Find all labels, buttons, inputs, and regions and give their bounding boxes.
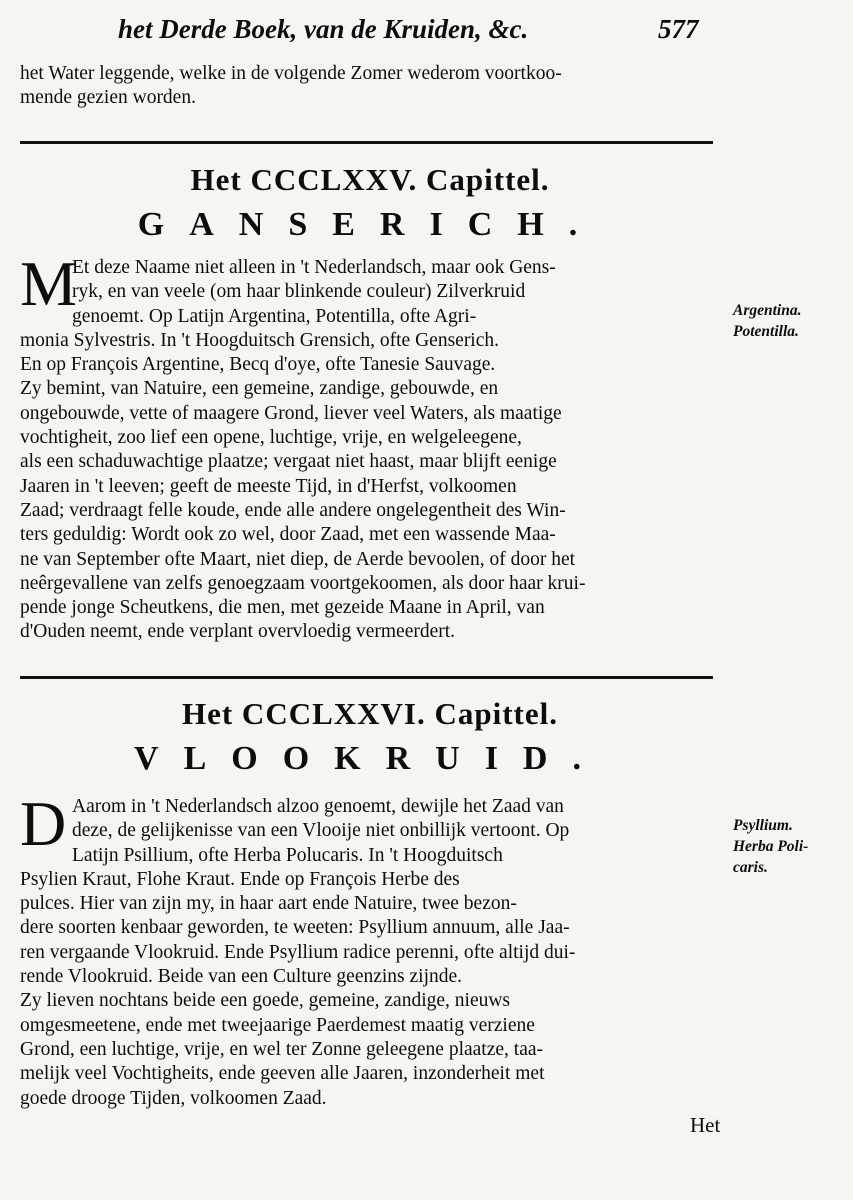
running-title: het Derde Boek, van de Kruiden, &c. [118, 14, 529, 44]
margin-note-line: caris. [733, 859, 768, 876]
text-line: d'Ouden neemt, ende verplant overvloedig vermeerdert. [20, 621, 456, 643]
text-line: dere soorten kenbaar geworden, te weeten: Psyllium annuum, alle Jaa- [20, 917, 570, 939]
text-line: als een schaduwachtige plaatze; vergaat niet haast, maar blijft eenige [20, 451, 557, 473]
chapter-2-dropcap: D [20, 788, 67, 859]
page-number: 577 [658, 14, 699, 44]
chapter-1-body [20, 248, 725, 645]
text-line: ters geduldig: Wordt ook zo wel, door Zaad, met een wassende Maa- [20, 524, 556, 546]
text-line: het Water leggende, welke in de volgende Zomer wederom voortkoo- [20, 63, 562, 84]
chapter-2-margin-note [733, 815, 851, 878]
running-header [118, 14, 738, 45]
text-line: rende Vlookruid. Beide van een Culture geenzins zijnde. [20, 966, 463, 988]
text-line: monia Sylvestris. In 't Hoogduitsch Grensich, ofte Genserich. [20, 329, 500, 351]
text-line: genoemt. Op Latijn Argentina, Potentilla, ofte Agri- [72, 305, 477, 327]
text-line: Aarom in 't Nederlandsch alzoo genoemt, dewijle het Zaad van [72, 796, 564, 817]
margin-note-line: Herba Poli- [733, 838, 809, 855]
text-line: Zy lieven nochtans beide een goede, gemeine, zandige, nieuws [20, 990, 511, 1012]
chapter-2-body [20, 788, 725, 1111]
text-line: Jaaren in 't leeven; geeft de meeste Tijd, in d'Herfst, volkoomen [20, 475, 517, 497]
text-line: vochtigheit, zoo lief een opene, luchtige, vrije, en welgeleegene, [20, 427, 522, 449]
text-line: mende gezien worden. [20, 87, 196, 109]
intro-paragraph [20, 62, 725, 111]
text-line: pende jonge Scheutkens, die men, met gezeide Maane in April, van [20, 597, 545, 619]
margin-note-line: Argentina. [733, 302, 802, 319]
text-line: omgesmeetene, ende met tweejaarige Paerdemest maatig verziene [20, 1014, 535, 1036]
text-line: ne van September ofte Maart, niet diep, de Aerde bevoolen, of door het [20, 548, 576, 570]
margin-note-line: Potentilla. [733, 323, 799, 340]
catchword: Het [690, 1113, 721, 1137]
text-line: ryk, en van veele (om haar blinkende couleur) Zilverkruid [72, 281, 526, 303]
chapter-2-plant-name: VLOOKRUID. [134, 740, 606, 777]
text-line: goede drooge Tijden, volkoomen Zaad. [20, 1087, 327, 1109]
chapter-1-plant-name: GANSERICH. [137, 206, 603, 243]
section-divider [20, 141, 713, 144]
text-line: Zaad; verdraagt felle koude, ende alle andere ongelegentheit des Win- [20, 499, 566, 521]
chapter-1-margin-note [733, 300, 851, 342]
text-line: Et deze Naame niet alleen in 't Nederlandsch, maar ook Gens- [72, 257, 556, 278]
chapter-2-title: Het CCCLXXVI. Capittel. [181, 696, 559, 731]
margin-note-line: Psyllium. [733, 817, 793, 834]
text-line: neêrgevallene van zelfs genoegzaam voortgekoomen, als door haar krui- [20, 572, 586, 594]
chapter-1-dropcap: M [20, 248, 77, 319]
text-line: Grond, een luchtige, vrije, en wel ter Zonne geleegene plaatze, taa- [20, 1038, 543, 1060]
text-line: En op François Argentine, Becq d'oye, ofte Tanesie Sauvage. [20, 354, 496, 376]
text-line: Psylien Kraut, Flohe Kraut. Ende op François Herbe des [20, 868, 460, 890]
text-line: ren vergaande Vlookruid. Ende Psyllium radice perenni, ofte altijd dui- [20, 941, 576, 963]
text-line: pulces. Hier van zijn my, in haar aart ende Natuire, twee bezon- [20, 893, 517, 915]
text-line: Zy bemint, van Natuire, een gemeine, zandige, gebouwde, en [20, 378, 499, 400]
chapter-1-title: Het CCCLXXV. Capittel. [190, 162, 550, 197]
text-line: Latijn Psillium, ofte Herba Polucaris. In 't Hoogduitsch [72, 844, 503, 866]
section-divider [20, 676, 713, 679]
text-line: deze, de gelijkenisse van een Vlooije niet onbillijk vertoont. Op [72, 820, 570, 842]
text-line: melijk veel Vochtigheits, ende geeven alle Jaaren, inzonderheit met [20, 1063, 545, 1085]
text-line: ongebouwde, vette of maagere Grond, liever veel Waters, als maatige [20, 402, 562, 424]
